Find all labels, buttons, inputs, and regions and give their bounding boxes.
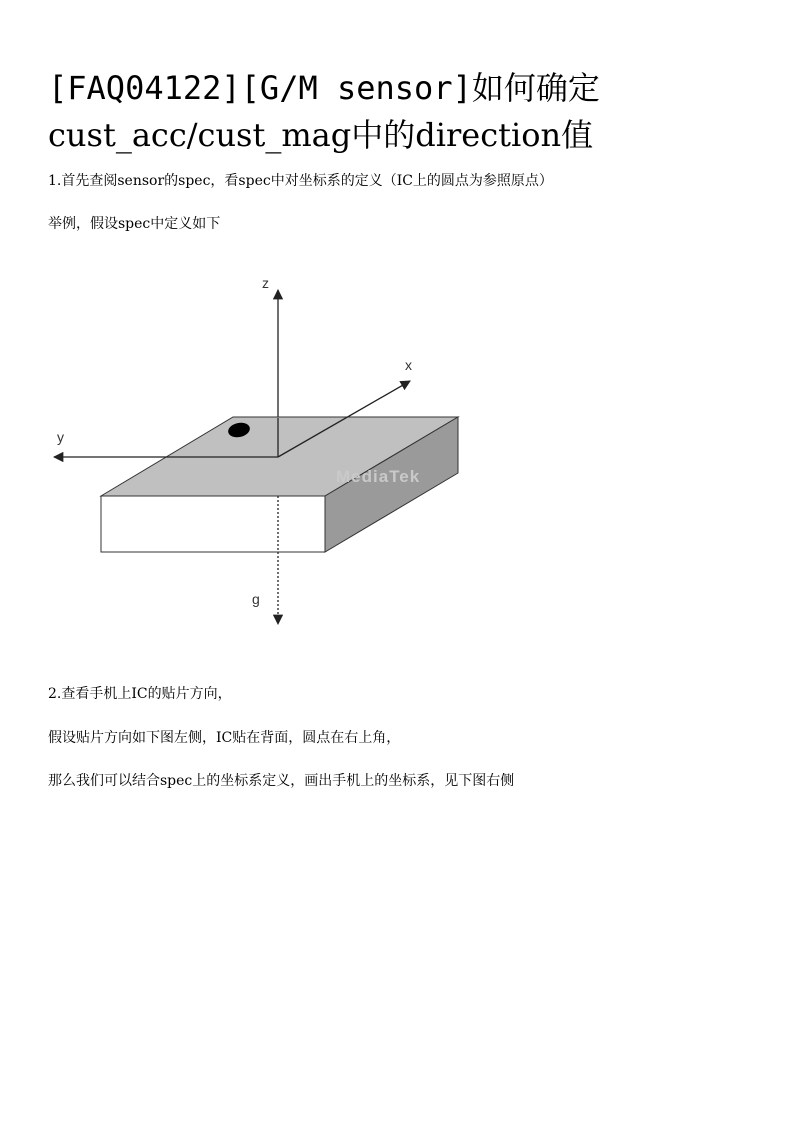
z-axis-label: z: [262, 275, 269, 291]
step-2-text: 2.查看手机上IC的贴片方向，: [48, 686, 232, 702]
step-1-text: 1.首先查阅sensor的spec，看spec中对坐标系的定义（IC上的圆点为参照原点）: [48, 173, 553, 189]
chip-front-face: [101, 496, 325, 552]
assumption-text: 假设贴片方向如下图左侧，IC贴在背面，圆点在右上角，: [48, 730, 401, 746]
example-text: 举例，假设spec中定义如下: [48, 216, 221, 232]
page-title-line-1: [FAQ04122][G/M sensor]如何确定: [48, 69, 600, 107]
g-axis-label: g: [252, 591, 260, 607]
y-axis-label: y: [57, 429, 64, 445]
sensor-axis-diagram: [40, 268, 480, 638]
conclusion-text: 那么我们可以结合spec上的坐标系定义，画出手机上的坐标系，见下图右侧: [48, 773, 515, 789]
watermark-text: MediaTek: [336, 467, 421, 486]
x-axis-label: x: [405, 357, 412, 373]
page-title-line-2: cust_acc/cust_mag中的direction值: [48, 116, 594, 154]
